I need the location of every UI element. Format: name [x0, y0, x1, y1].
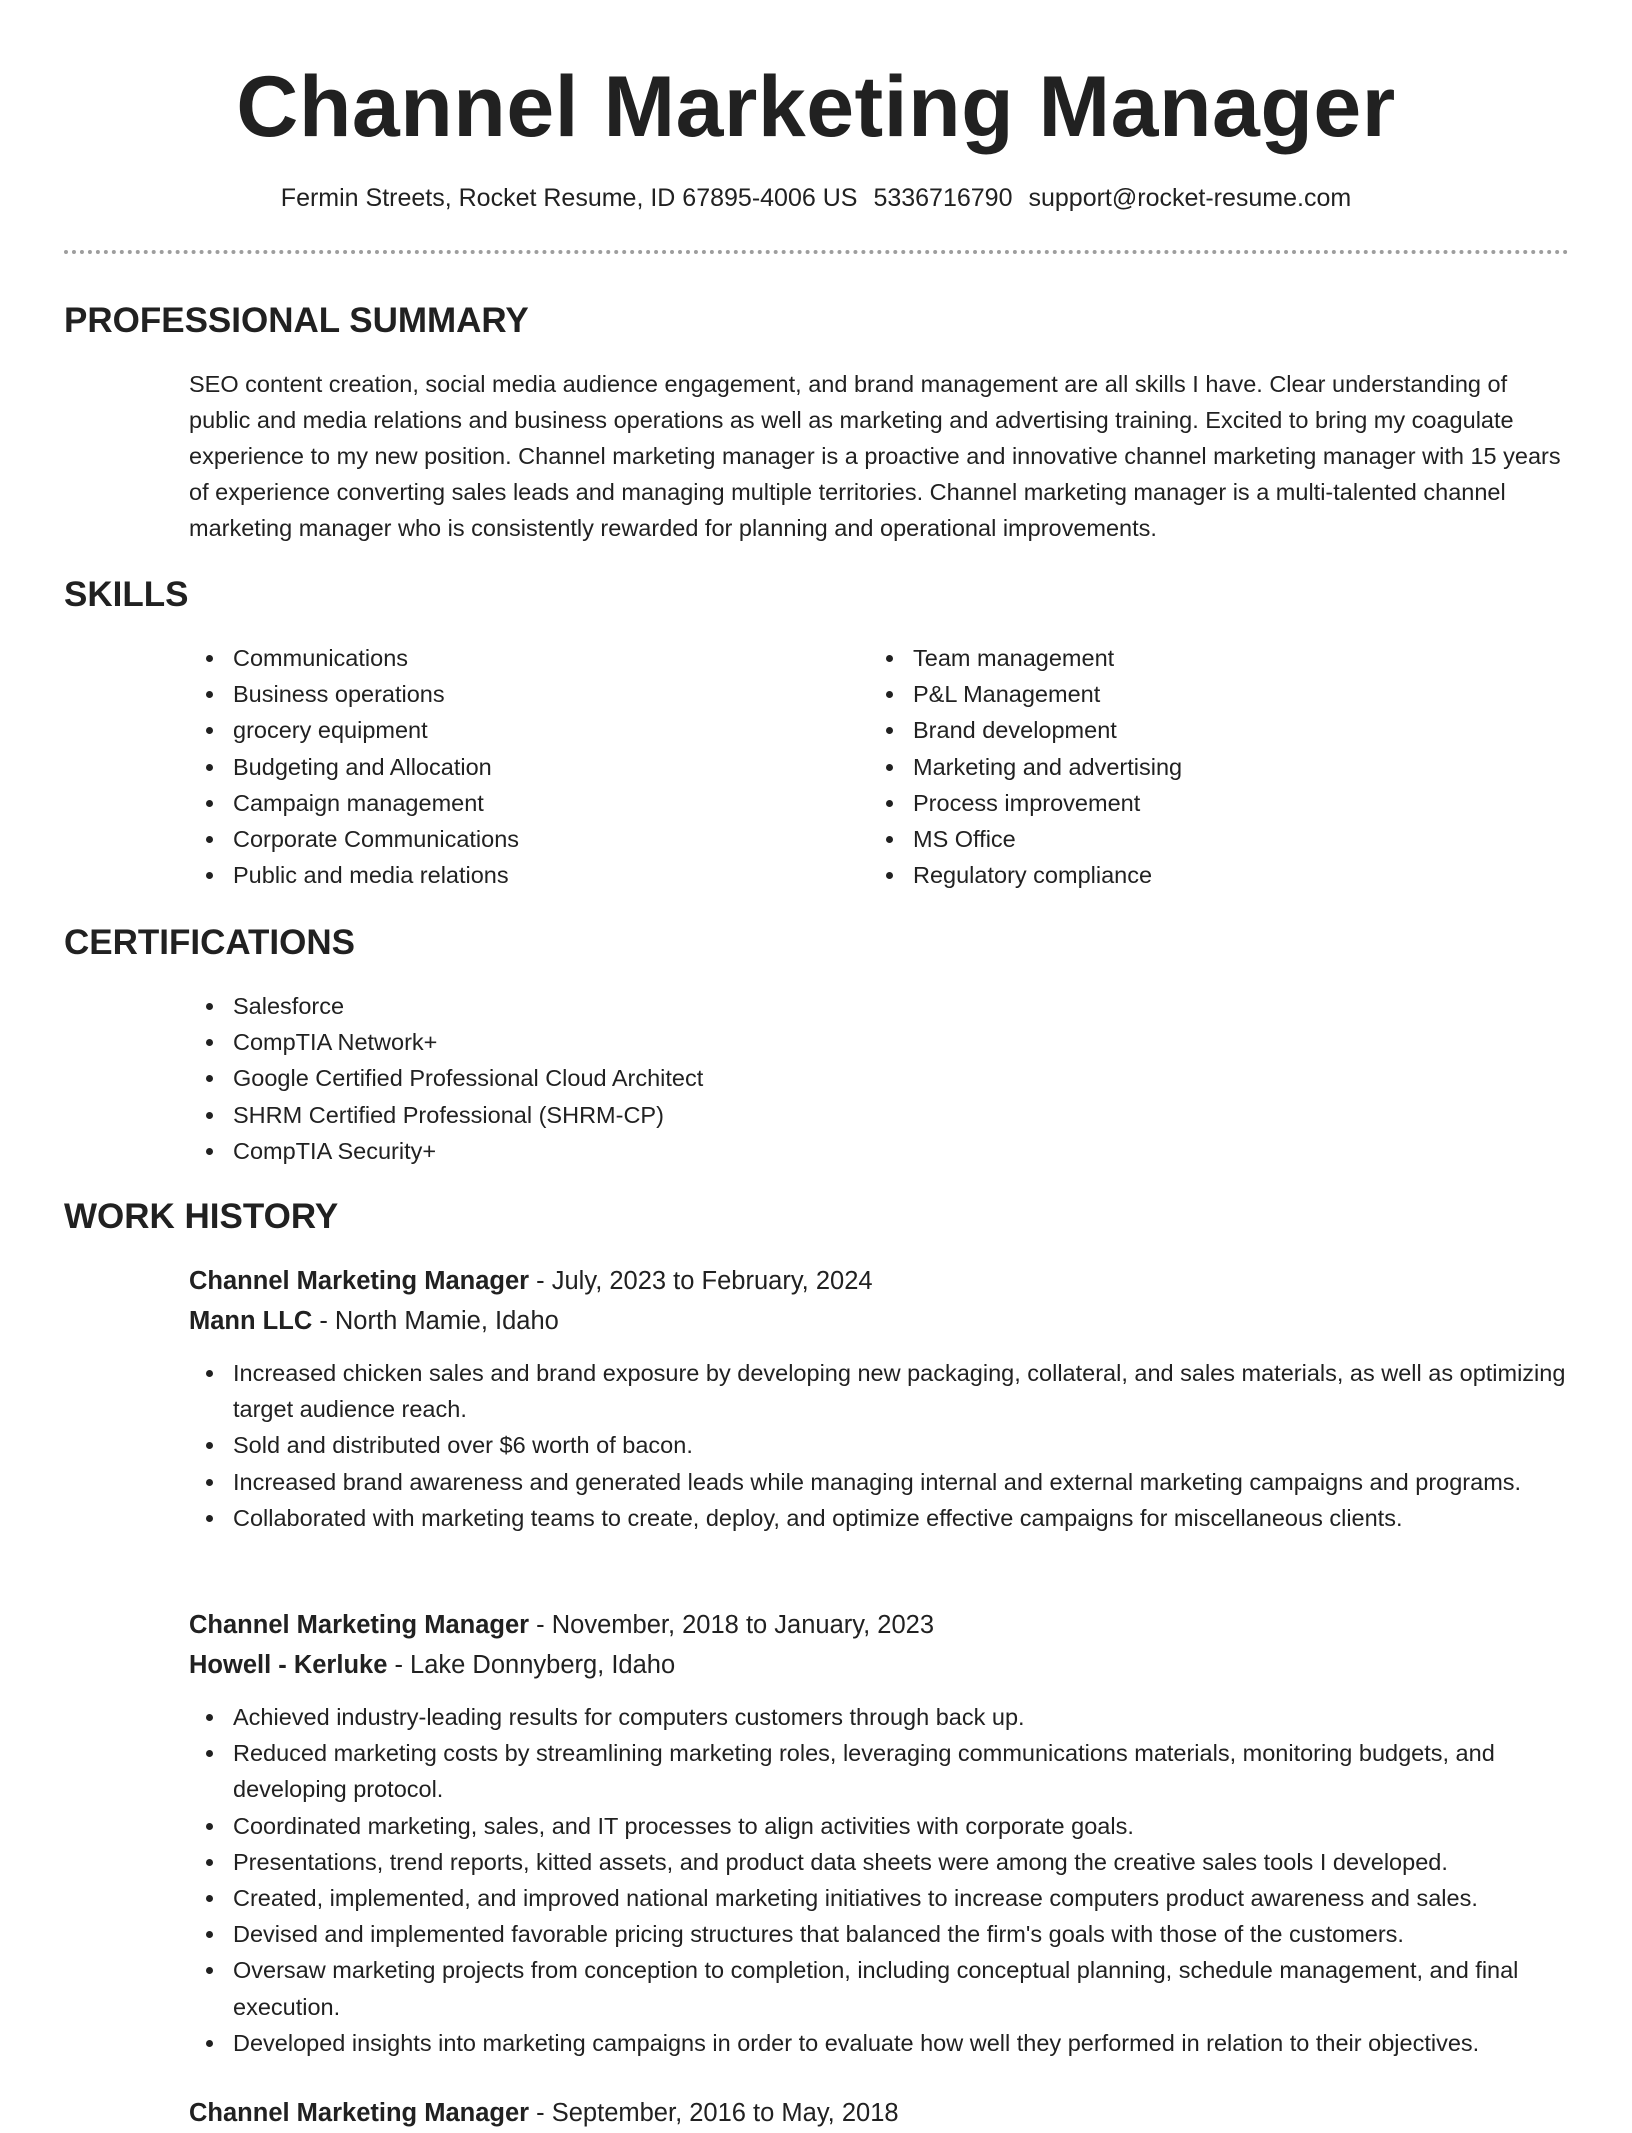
contact-address: Fermin Streets, Rocket Resume, ID 67895-4006 US	[280, 184, 858, 212]
summary-heading: PROFESSIONAL SUMMARY	[64, 301, 529, 340]
job-dates: - November, 2018 to January, 2023	[529, 1611, 935, 1639]
skill-item: Corporate Communications	[233, 821, 853, 857]
contact-phone: 5336716790	[873, 184, 1013, 212]
job-company: Mann LLC	[189, 1307, 313, 1335]
job-bullet: Created, implemented, and improved national marketing initiatives to increase computers product awareness and sales.	[233, 1880, 1613, 1916]
job-location: - Lake Donnyberg, Idaho	[387, 1651, 676, 1679]
job-title-line	[189, 1261, 873, 1301]
job-company-line	[189, 1301, 559, 1341]
skill-item: Regulatory compliance	[913, 857, 1533, 893]
skills-heading: SKILLS	[64, 575, 189, 614]
job-title: Channel Marketing Manager	[189, 2099, 530, 2127]
summary-text: SEO content creation, social media audience engagement, and brand management are all skills I have. Clear understanding of public and media relations and business operations as well as marketing and advertising training. Excited to bring my coagulate experience to my new position. Channel marketing manager is a proactive and innovative channel marketing manager with 15 years of experience converting sales leads and managing multiple territories. Channel marketing manager is a multi-talented channel marketing manager who is consistently rewarded for planning and operational improvements.	[189, 371, 1561, 541]
job-bullet: Presentations, trend reports, kitted assets, and product data sheets were among the creative sales tools I developed.	[233, 1844, 1613, 1880]
skill-item: Public and media relations	[233, 857, 853, 893]
job-title-line	[189, 2093, 899, 2133]
contact-email: support@rocket-resume.com	[1028, 184, 1352, 212]
certification-item: Google Certified Professional Cloud Architect	[233, 1060, 1533, 1096]
certification-item: CompTIA Network+	[233, 1024, 1533, 1060]
job-location: - North Mamie, Idaho	[312, 1307, 559, 1335]
job-company-line	[189, 1645, 675, 1685]
job-bullet: Increased chicken sales and brand exposure by developing new packaging, collateral, and sales materials, as well as optimizing target audience reach.	[233, 1355, 1613, 1427]
skill-item: Brand development	[913, 712, 1533, 748]
job-bullet: Devised and implemented favorable pricing structures that balanced the firm's goals with those of the customers.	[233, 1916, 1613, 1952]
job-bullet: Oversaw marketing projects from conception to completion, including conceptual planning, schedule management, and final execution.	[233, 1952, 1613, 2024]
job-title: Channel Marketing Manager	[189, 1267, 530, 1295]
job-bullet: Sold and distributed over $6 worth of bacon.	[233, 1427, 1613, 1463]
skill-item: Business operations	[233, 676, 853, 712]
job-company: Howell - Kerluke	[189, 1651, 388, 1679]
skill-item: Communications	[233, 640, 853, 676]
skill-item: Process improvement	[913, 785, 1533, 821]
skills-list-left	[189, 640, 853, 893]
job-bullet: Collaborated with marketing teams to create, deploy, and optimize effective campaigns for miscellaneous clients.	[233, 1500, 1613, 1536]
skill-item: Marketing and advertising	[913, 749, 1533, 785]
resume-name: Channel Marketing Manager	[236, 59, 1396, 155]
job-bullet: Coordinated marketing, sales, and IT processes to align activities with corporate goals.	[233, 1808, 1613, 1844]
job-title: Channel Marketing Manager	[189, 1611, 530, 1639]
certifications-heading: CERTIFICATIONS	[64, 923, 356, 962]
certification-item: Salesforce	[233, 988, 1533, 1024]
job-bullet: Developed insights into marketing campaigns in order to evaluate how well they performed in relation to their objectives.	[233, 2025, 1613, 2061]
skill-item: Campaign management	[233, 785, 853, 821]
contact-line	[0, 180, 1632, 216]
job-dates: - September, 2016 to May, 2018	[529, 2099, 899, 2127]
header-divider	[64, 250, 1569, 254]
skill-item: Team management	[913, 640, 1533, 676]
skill-item: Budgeting and Allocation	[233, 749, 853, 785]
job-bullets	[189, 1699, 1613, 2061]
work-history-heading: WORK HISTORY	[64, 1197, 339, 1236]
certifications-list	[189, 988, 1533, 1169]
skill-item: MS Office	[913, 821, 1533, 857]
skills-list-right	[869, 640, 1533, 893]
job-bullets	[189, 1355, 1613, 1536]
skill-item: grocery equipment	[233, 712, 853, 748]
job-bullet: Reduced marketing costs by streamlining marketing roles, leveraging communications materials, monitoring budgets, and developing protocol.	[233, 1735, 1613, 1807]
job-bullet: Achieved industry-leading results for computers customers through back up.	[233, 1699, 1613, 1735]
certification-item: CompTIA Security+	[233, 1133, 1533, 1169]
certification-item: SHRM Certified Professional (SHRM-CP)	[233, 1097, 1533, 1133]
skill-item: P&L Management	[913, 676, 1533, 712]
job-dates: - July, 2023 to February, 2024	[529, 1267, 873, 1295]
job-title-line	[189, 1605, 934, 1645]
job-bullet: Increased brand awareness and generated leads while managing internal and external marketing campaigns and programs.	[233, 1464, 1613, 1500]
